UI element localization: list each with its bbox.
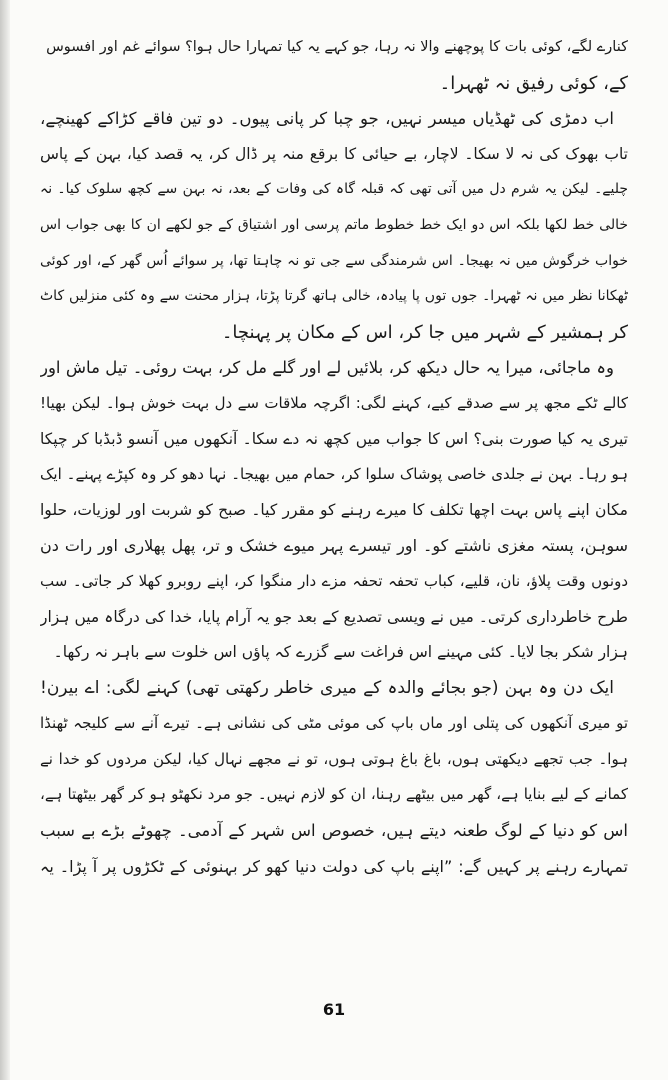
text-line: تو میری آنکھوں کی پتلی اور ماں باپ کی موئی مٹی کی نشانی ہے۔ تیرے آنے سے کلیجہ ٹھنڈا [40,714,628,733]
text-line: تمہارے رہنے پر کہیں گے: ”اپنے باپ کی دولت دنیا کھو کر بہنوئی کے ٹکڑوں پر آ پڑا۔ یہ [40,856,628,876]
page-number: 61 [322,1000,346,1019]
text-line: ٹھکانا نظر میں نہ ٹھہرا۔ جوں توں پا پیادہ، خالی ہاتھ گرتا پڑتا، ہزار محنت سے وہ کئی منزلیں کاٹ [40,288,628,305]
text-line: اب دمڑی کی ٹھڈیاں میسر نہیں، جو چبا کر پانی پیوں۔ دو تین فاقے کڑاکے کھینچے، [40,109,614,129]
text-line: اس کو دنیا کے لوگ طعنہ دیتے ہیں، خصوص اس شہر کے آدمی۔ چھوٹے بڑے بے سبب [40,821,628,841]
text-line: ہزار شکر بجا لایا۔ کئی مہینے اس فراغت سے گزرے کہ پاؤں اس خلوت سے باہر نہ رکھا۔ [53,643,628,662]
text-line: ایک دن وہ بہن (جو بجائے والدہ کے میری خاطر رکھتی تھی) کہنے لگی: اے بیرن! [40,677,614,698]
text-line: ہو رہا۔ بہن نے جلدی خاصی پوشاک سلوا کر، حمام میں بھیجا۔ نہا دھو کر وہ کپڑے پہنے۔ ایک [40,465,628,484]
text-line: مکان اپنے پاس بہت اچھا تکلف کا میرے رہنے کو مقرر کیا۔ صبح کو شربت اور لوزیات، حلوا [40,500,628,519]
page-edge-shadow [0,0,10,1080]
text-line: کمانے کے لیے بنایا ہے، گھر میں بیٹھے رہنا، ان کو لازم نہیں۔ جو مرد نکھٹو ہو کر گھر بیٹھتا ہے، [40,785,628,804]
body-text [40,30,628,884]
text-line: تیری یہ کیا صورت بنی؟ اس کا جواب میں کچھ نہ دے سکا۔ آنکھوں میں آنسو ڈبڈبا کر چپکا [40,429,628,448]
text-line: تاب بھوک کی نہ لا سکا۔ لاچار، بے حیائی کا برقع منہ پر ڈال کر، یہ قصد کیا، بہن کے پاس [40,144,628,163]
text-line: کر ہمشیر کے شہر میں جا کر، اس کے مکان پر پہنچا۔ [221,321,628,343]
text-line: طرح خاطرداری کرتی۔ میں نے ویسی تصدیع کے بعد جو یہ آرام پایا، خدا کی درگاہ میں ہزار [40,607,628,626]
text-line: دونوں وقت پلاؤ، نان، قلیے، کباب تحفہ تحفہ مزے دار منگوا کر، اپنے روبرو کھلا کر جاتی۔ سب [40,571,628,590]
text-line: سوہن، پستہ مغزی ناشتے کو۔ اور تیسرے پہر میوے خشک و تر، پھل پھلاری اور رات دن [40,536,628,556]
text-line: کالے ٹکے مجھ پر سے صدقے کیے، کہنے لگی: اگرچہ ملاقات سے دل بہت خوش ہوا۔ لیکن بھیا! [40,393,628,412]
text-line: خواب خرگوش میں نہ بھیجا۔ اس شرمندگی سے جی تو نہ چاہتا تھا، پر سوائے اُس گھر کے، اور کوئی [40,252,628,269]
text-line: خالی خط لکھا بلکہ اس دو ایک خط خطوط ماتم پرسی اور اشتیاق کے جو لکھے ان کا بھی جواب اس [40,216,628,233]
text-line: وہ ماجائی، میرا یہ حال دیکھ کر، بلائیں لے اور گلے مل کر، بہت روئی۔ تیل ماش اور [40,358,614,378]
text-line: کنارے لگے، کوئی بات کا پوچھنے والا نہ رہا، جو کہے یہ کیا تمہارا حال ہوا؟ سوائے غم اور افسوس [46,39,628,55]
text-line: ہوا۔ جب تجھے دیکھتی ہوں، باغ باغ ہوتی ہوں، تو نے مجھے نہال کیا، لیکن مردوں کو خدا نے [40,749,628,768]
text-line: کے، کوئی رفیق نہ ٹھہرا۔ [439,72,628,94]
text-line: چلیے۔ لیکن یہ شرم دل میں آتی تھی کہ قبلہ گاہ کی وفات کے بعد، نہ بہن سے کچھ سلوک کیا۔ نہ [40,181,628,198]
